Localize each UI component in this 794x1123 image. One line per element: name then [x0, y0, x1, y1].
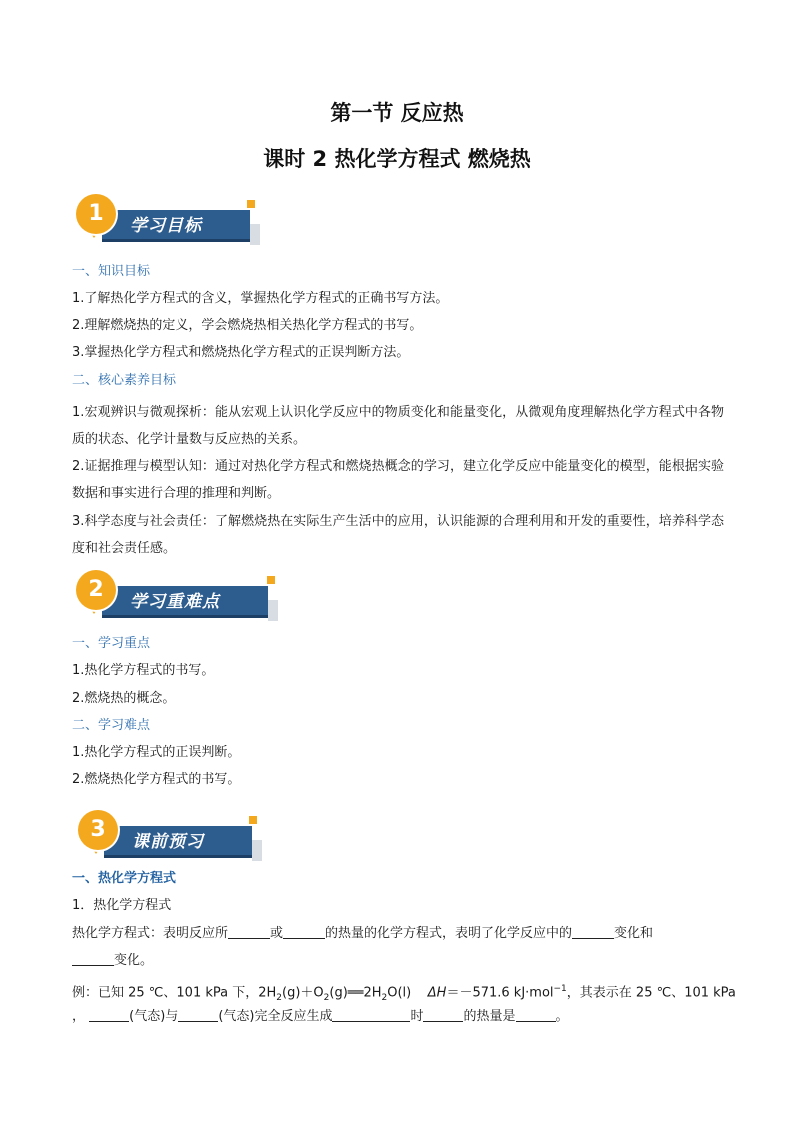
definition-line: 热化学方程式：表明反应所 或 的热量的化学方程式，表明了化学反应中的 变化和: [72, 926, 654, 941]
preview-heading: 一、热化学方程式: [72, 871, 177, 886]
fill-blank[interactable]: [283, 924, 325, 939]
badge-square-icon: [249, 816, 257, 824]
section-badge-preview: [78, 810, 268, 870]
fill-blank[interactable]: [178, 1007, 218, 1022]
difficulty-item: 2.燃烧热化学方程式的书写。: [72, 772, 241, 787]
focus-heading: 一、学习重点: [72, 636, 151, 651]
section-number-badge: 3: [78, 810, 118, 850]
difficulty-heading: 二、学习难点: [72, 718, 151, 733]
focus-item: 1.热化学方程式的书写。: [72, 663, 215, 678]
section-number-badge: 1: [76, 194, 116, 234]
literacy-goal-item: 3.科学态度与社会责任：了解燃烧热在实际生产生活中的应用，认识能源的合理利用和开发的重要性，培养科学态度和社会责任感。: [72, 514, 724, 556]
badge-square-icon: [247, 200, 255, 208]
section-number-badge: 2: [76, 570, 116, 610]
knowledge-goals-heading: 一、知识目标: [72, 264, 151, 279]
focus-item: 2.燃烧热的概念。: [72, 691, 176, 706]
page-title: 第一节 反应热: [330, 101, 464, 125]
fill-blank[interactable]: [72, 951, 114, 966]
section-badge-key-points: [76, 570, 286, 630]
section-badge-label: 学习重难点: [102, 586, 268, 618]
difficulty-item: 1.热化学方程式的正误判断。: [72, 745, 241, 760]
fill-blank[interactable]: [516, 1007, 556, 1022]
knowledge-goal-item: 2.理解燃烧热的定义，学会燃烧热相关热化学方程式的书写。: [72, 318, 423, 333]
section-badge-goals: [76, 194, 266, 254]
preview-item-title: 1．热化学方程式: [72, 898, 172, 913]
fill-blank[interactable]: [332, 1007, 410, 1022]
fill-blank[interactable]: [89, 1007, 129, 1022]
section-badge-label: 学习目标: [102, 210, 250, 242]
literacy-goal-item: 2.证据推理与模型认知：通过对热化学方程式和燃烧热概念的学习，建立化学反应中能量变化的模型，能根据实验数据和事实进行合理的推理和判断。: [72, 459, 724, 501]
definition-line-cont: 变化。: [72, 951, 724, 970]
badge-square-icon: [267, 576, 275, 584]
fill-blank[interactable]: [572, 924, 614, 939]
knowledge-goal-item: 3.掌握热化学方程式和燃烧热化学方程式的正误判断方法。: [72, 345, 410, 360]
knowledge-goal-item: 1.了解热化学方程式的含义，掌握热化学方程式的正确书写方法。: [72, 291, 449, 306]
example-line: 例：已知 25 ℃、101 kPa 下，$2H_2(g)+O_2(g)══2H_2O(l)$ ΔH＝－571.6 kJ·mol$^{-1}$，其表示在 25 ℃、101 kPa: [72, 984, 736, 1003]
section-badge-label: 课前预习: [104, 826, 252, 858]
literacy-goals-heading: 二、核心素养目标: [72, 373, 177, 388]
literacy-goal-item: 1.宏观辨识与微观探析：能从宏观上认识化学反应中的物质变化和能量变化，从微观角度理解热化学方程式中各物质的状态、化学计量数与反应热的关系。: [72, 405, 724, 447]
fill-blank[interactable]: [423, 1007, 463, 1022]
example-line-cont: ， (气态)与 (气态)完全反应生成 时 的热量是 。: [72, 1009, 569, 1024]
page-subtitle: 课时 2 热化学方程式 燃烧热: [263, 147, 531, 171]
fill-blank[interactable]: [228, 924, 270, 939]
